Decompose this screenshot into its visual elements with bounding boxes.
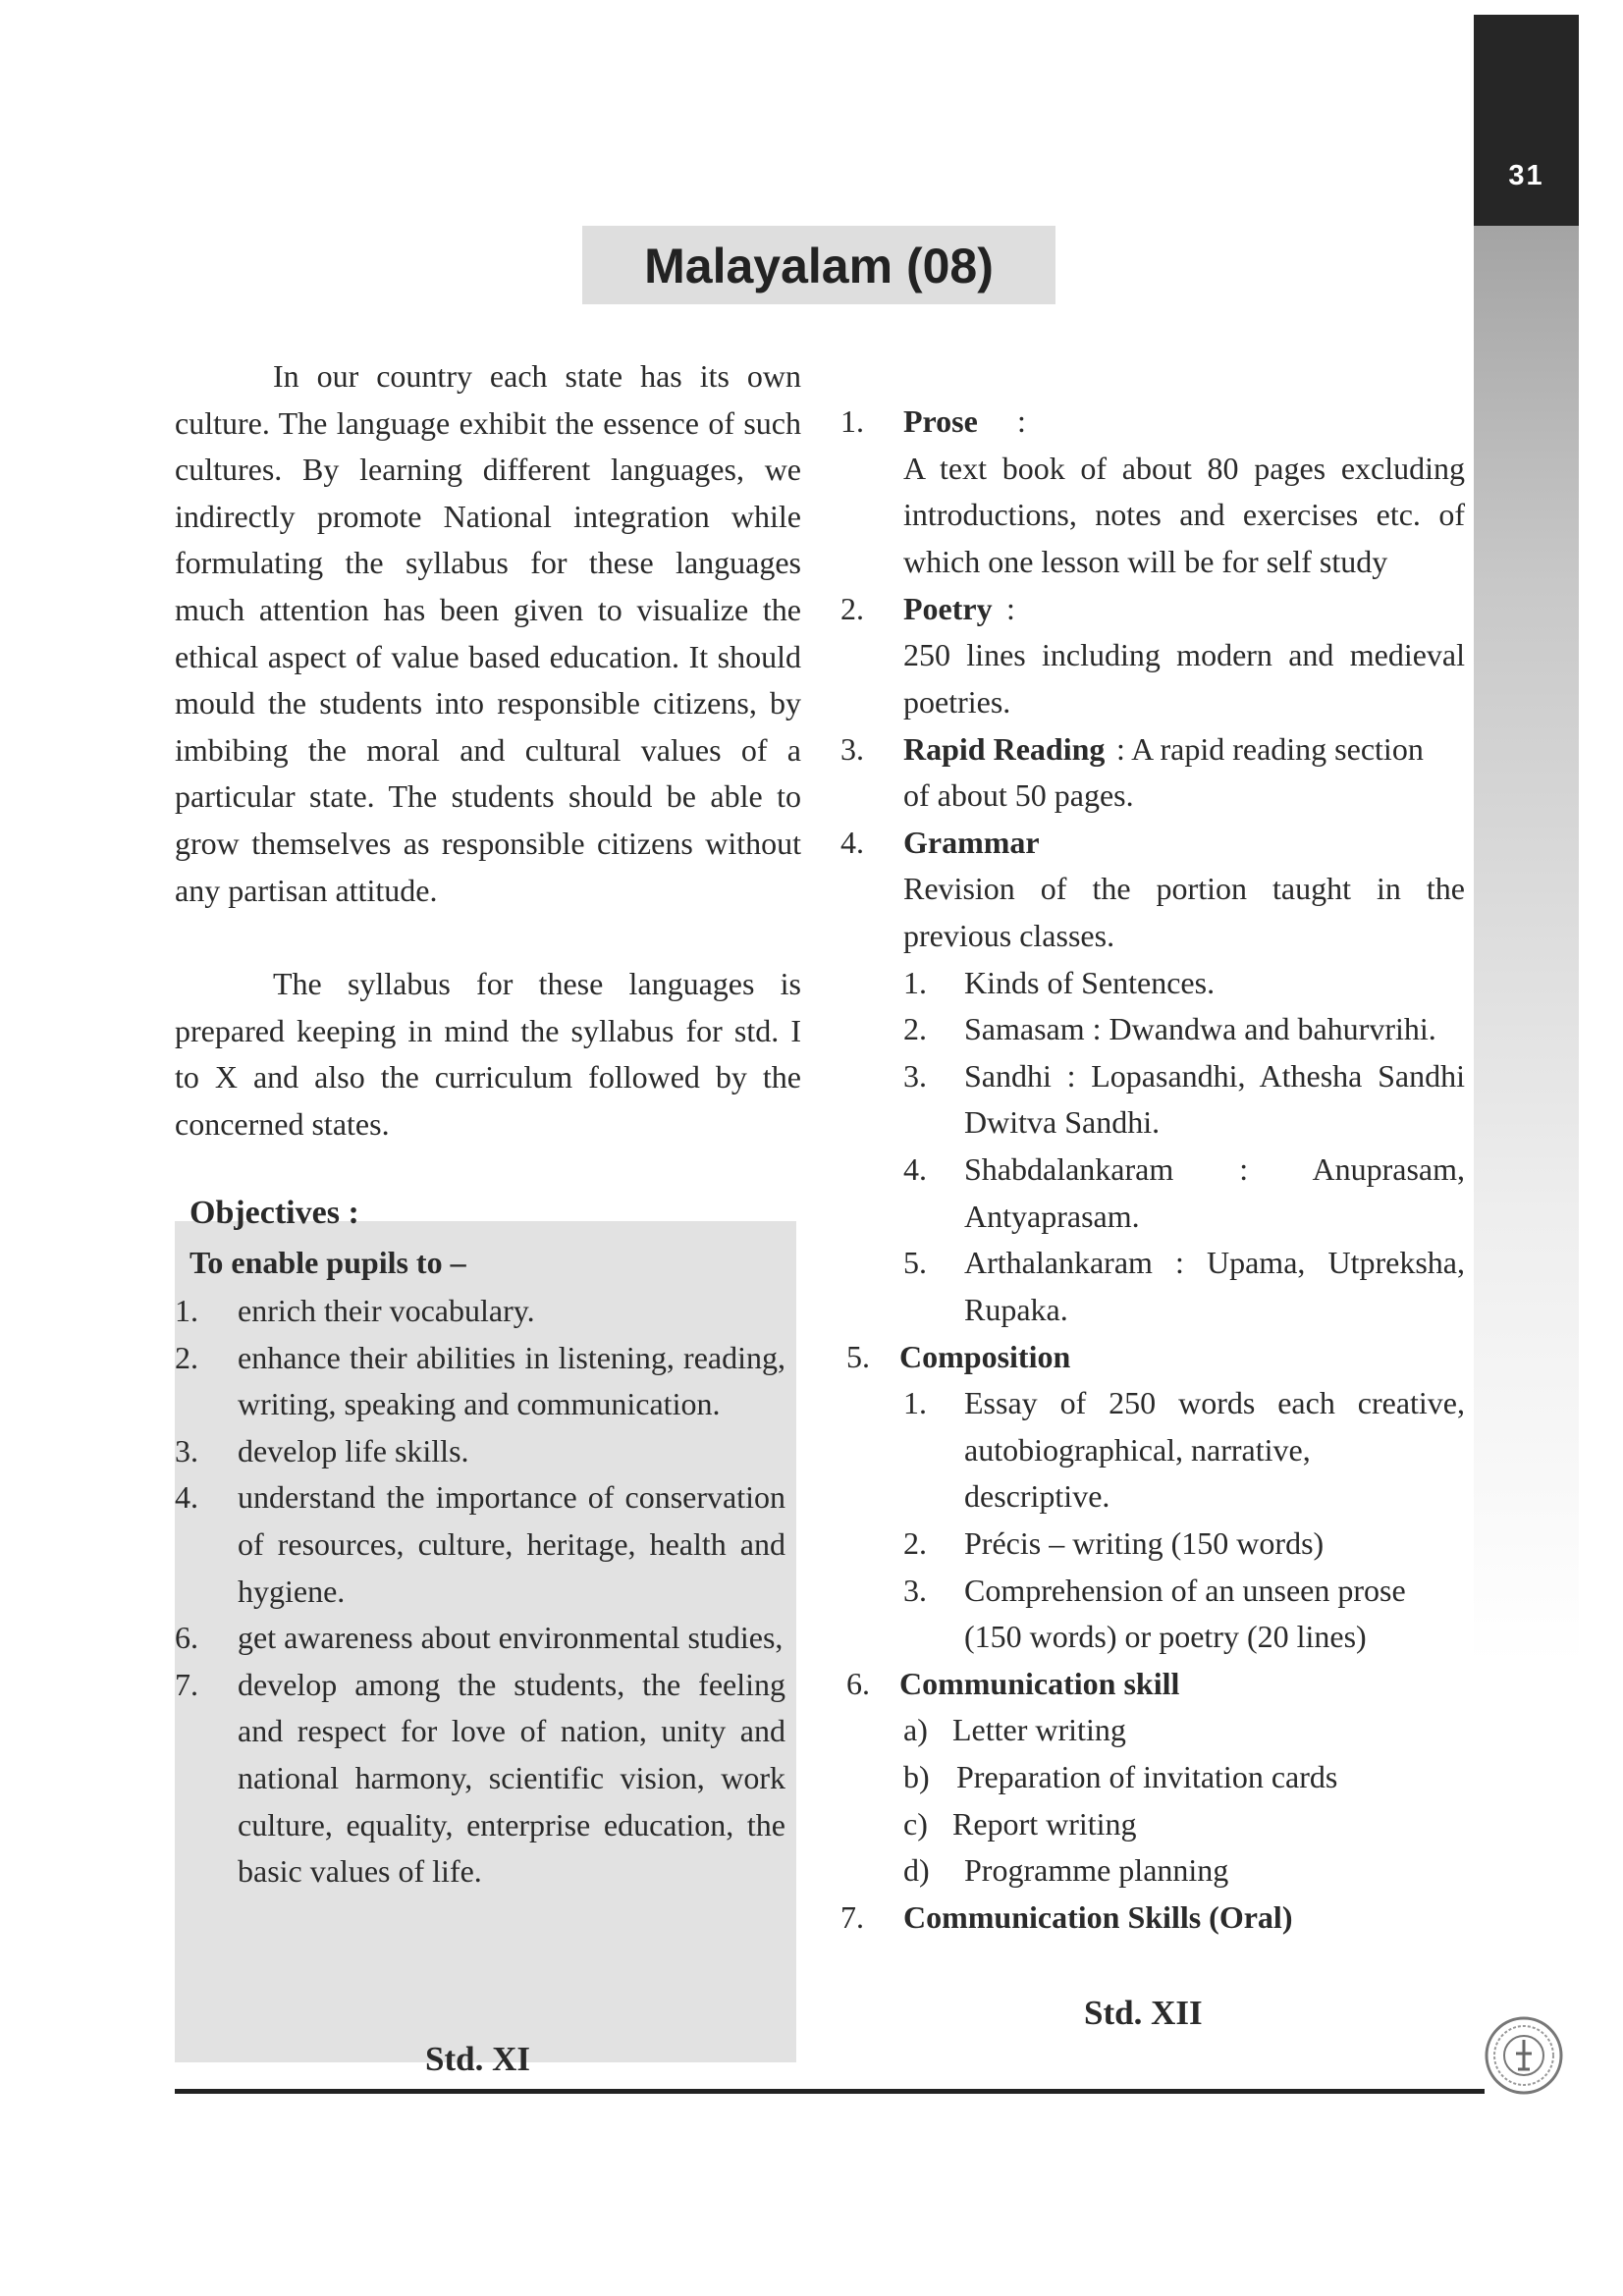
objective-number: 7. [175, 1666, 198, 1702]
composition-item: Comprehension of an unseen prose [964, 1573, 1406, 1608]
emblem-icon [1483, 2014, 1565, 2097]
composition-item-number: 3. [903, 1573, 927, 1608]
objective-item [175, 1662, 785, 1896]
objectives-heading: Objectives : [189, 1195, 359, 1231]
communication-item-letter: a) [903, 1712, 928, 1747]
grammar-item: Sandhi : Lopasandhi, Athesha Sandhi [964, 1058, 1465, 1094]
composition-item: Précis – writing (150 words) [964, 1525, 1325, 1561]
poetry-number: 2. [840, 591, 864, 626]
grammar-item: Kinds of Sentences. [964, 965, 1216, 1000]
page-tab [1474, 15, 1579, 226]
intro-paragraph-1 [175, 353, 801, 914]
grammar-item-cont: Dwitva Sandhi. [964, 1104, 1161, 1140]
grammar-line: Revision of the portion taught in the [903, 871, 1465, 906]
objective-item [175, 1615, 785, 1662]
std-xii-label: Std. XII [1084, 1994, 1203, 2032]
communication-item: Report writing [952, 1806, 1137, 1842]
prose-number: 1. [840, 403, 864, 439]
communication-number: 6. [846, 1666, 870, 1701]
objective-text: enrich their vocabulary. [238, 1293, 535, 1328]
objective-item [175, 1474, 785, 1615]
bottom-rule [175, 2089, 1485, 2094]
prose-line: A text book of about 80 pages excluding [903, 451, 1465, 486]
grammar-item-number: 2. [903, 1011, 927, 1046]
objective-text: get awareness about environmental studies, [238, 1620, 784, 1656]
grammar-item-number: 4. [903, 1151, 927, 1187]
intro-text-2: The syllabus for these languages is prepared keeping in mind the syllabus for std. I to X and also the curriculum followed by the concerned states. [175, 966, 801, 1142]
grammar-item-cont: Antyaprasam. [964, 1199, 1140, 1234]
grammar-item-cont: Rupaka. [964, 1292, 1068, 1327]
grammar-item: Samasam : Dwandwa and bahurvrihi. [964, 1011, 1436, 1046]
grammar-number: 4. [840, 825, 864, 860]
composition-item: Essay of 250 words each creative, [964, 1385, 1465, 1420]
objective-text: enhance their abilities in listening, reading, writing, speaking and communication. [238, 1339, 785, 1422]
composition-number: 5. [846, 1339, 870, 1374]
oral-heading: Communication Skills (Oral) [903, 1899, 1293, 1935]
objective-text: develop among the students, the feeling and respect for love of nation, unity and national harmony, scientific vision, work culture, equality, enterprise education, the basic values of life. [238, 1666, 785, 1890]
communication-item-letter: c) [903, 1806, 928, 1842]
objective-item [175, 1335, 785, 1428]
prose-colon: : [1017, 403, 1026, 439]
composition-item-number: 2. [903, 1525, 927, 1561]
objective-text: develop life skills. [238, 1432, 469, 1468]
communication-heading: Communication skill [899, 1666, 1180, 1701]
prose-heading: Prose [903, 403, 978, 439]
grammar-item: Shabdalankaram : Anuprasam, [964, 1151, 1465, 1187]
objective-number: 4. [175, 1479, 198, 1516]
poetry-heading: Poetry [903, 591, 993, 626]
objectives-list [175, 1288, 785, 1896]
objective-number: 3. [175, 1432, 198, 1468]
side-gradient-strip [1474, 226, 1579, 2022]
prose-line: which one lesson will be for self study [903, 544, 1388, 579]
grammar-item-number: 1. [903, 965, 927, 1000]
intro-text-1: In our country each state has its own culture. The language exhibit the essence of such cultures. By learning different languages, we indirectly promote National integration while formulating the syllabus for these languages much attention has been given to visualize the ethical aspect of value based education. It should mould the students into responsible citizens, by imbibing the moral and cultural values of a particular state. The students should be able to grow themselves as responsible citizens without any partisan attitude. [175, 358, 801, 908]
objective-item [175, 1428, 785, 1475]
poetry-line: 250 lines including modern and medieval [903, 637, 1465, 672]
page-number: 31 [1508, 160, 1544, 191]
composition-item-cont: descriptive. [964, 1478, 1110, 1514]
oral-number: 7. [840, 1899, 864, 1935]
page-title: Malayalam (08) [644, 239, 994, 294]
objective-text: understand the importance of conservation of resources, culture, heritage, health and hygiene. [238, 1479, 785, 1609]
grammar-line: previous classes. [903, 918, 1115, 953]
composition-item-number: 1. [903, 1385, 927, 1420]
composition-heading: Composition [899, 1339, 1071, 1374]
std-xi-label: Std. XI [425, 2040, 530, 2078]
grammar-item: Arthalankaram : Upama, Utpreksha, [964, 1245, 1465, 1280]
composition-item-cont: (150 words) or poetry (20 lines) [964, 1619, 1367, 1654]
rapid-heading: Rapid Reading [903, 731, 1106, 767]
objective-number: 2. [175, 1339, 198, 1375]
objectives-subheading: To enable pupils to – [189, 1245, 466, 1280]
rapid-text: : A rapid reading section [1116, 731, 1424, 767]
poetry-line: poetries. [903, 684, 1011, 720]
rapid-line: of about 50 pages. [903, 777, 1134, 813]
communication-item: Preparation of invitation cards [956, 1759, 1338, 1794]
communication-item: Programme planning [964, 1852, 1229, 1888]
communication-item-letter: b) [903, 1759, 930, 1794]
grammar-heading: Grammar [903, 825, 1040, 860]
grammar-item-number: 3. [903, 1058, 927, 1094]
poetry-colon: : [1006, 591, 1015, 626]
objective-item [175, 1288, 785, 1335]
objective-number: 1. [175, 1293, 198, 1328]
objective-number: 6. [175, 1620, 198, 1656]
grammar-item-number: 5. [903, 1245, 927, 1280]
intro-paragraph-2 [175, 961, 801, 1148]
prose-line: introductions, notes and exercises etc. of [903, 497, 1465, 532]
rapid-number: 3. [840, 731, 864, 767]
communication-item: Letter writing [952, 1712, 1126, 1747]
composition-item-cont: autobiographical, narrative, [964, 1432, 1311, 1468]
communication-item-letter: d) [903, 1852, 930, 1888]
title-box [582, 226, 1055, 304]
